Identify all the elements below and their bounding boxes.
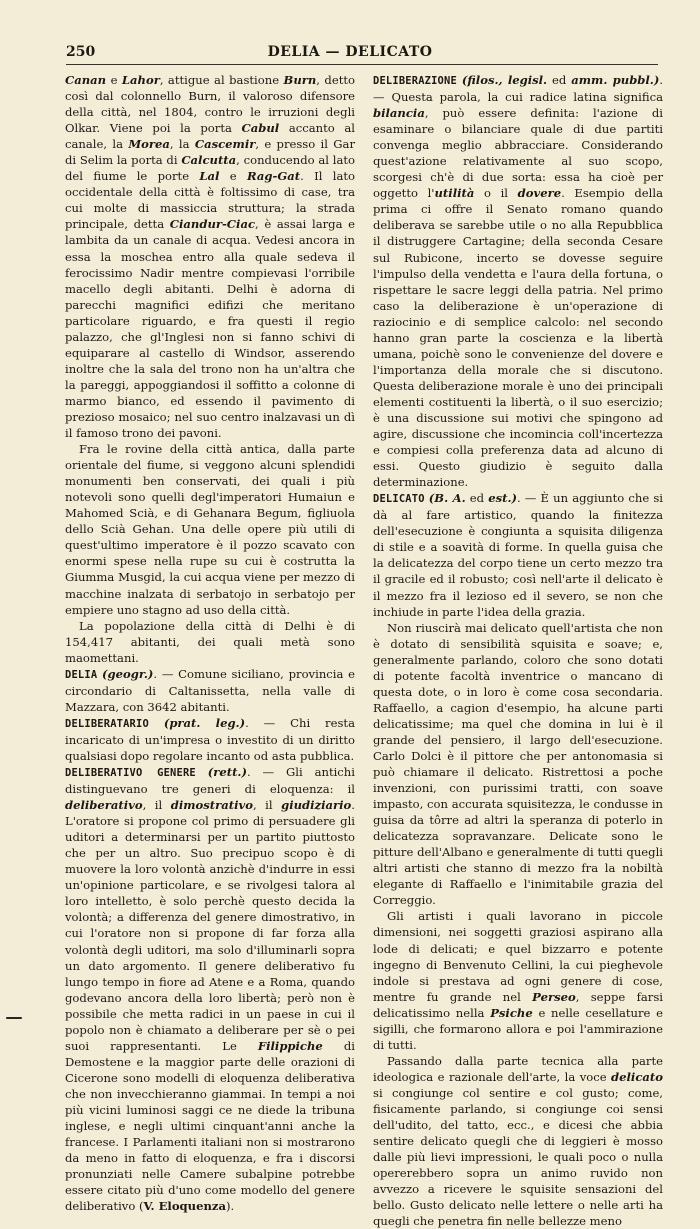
entry-headword: DELICATO [373,493,425,506]
term: Burn [283,73,317,87]
text: , il [142,798,171,813]
text: , è assai larga e lambita da un canale di acqua. Vedesi ancora in essa la moschea entro alla quale sedeva il ferocissimo Nadir mentre compievasi l'orribile macello degli abitanti. Delhi è adorna di parecchi magnifici edifizi che meritano particolare riguardo, e fra questi il regio palazzo, che gl'Inglesi non si fanno schivi di equiparare al castello di Windsor, asserendo inoltre che la sala del trono non ha un'altra che la pareggi, appoggiandosi il soffitto a colonne di marmo bianco, ed essendo il pavimento di prezioso mosaico; nel suo centro inalzavasi un dì il famoso trono dei pavoni. [65,217,356,441]
left-column [65,72,356,1214]
entry-tag: (B. A. [428,491,466,506]
running-title: DELIA — DELICATO [267,44,433,60]
entry-deliberazione [373,72,663,490]
term: Cascemir [194,137,256,152]
text: e nelle cesellature e sigilli, che formarono allora e poi l'ammirazione di tutti. [373,1005,663,1052]
term: Canan [65,73,107,87]
term: Calcutta [181,153,237,168]
entry-body: . — Comune siciliano, provincia e circondario di Caltanissetta, nella valle di Mazzara, con 3642 abitanti. [65,666,355,714]
term: Lal [199,169,220,184]
term: Morea [128,137,170,152]
entry-tag: (geogr.) [102,666,154,681]
entry-tag: amm. pubbl.) [571,73,660,87]
term: Filippiche [257,1038,323,1053]
entry-body: . — Chi resta incaricato di un'impresa o investito di un diritto qualsiasi dopo regolare incanto od asta pubblica. [65,715,355,763]
text: Gli artisti i quali lavorano in piccole dimensioni, nei soggetti graziosi aspirano alla lode di delicati; e quel bizzarro e potente ingegno di Benvenuto Cellini, la cui pieghevole indole si prestava ad ogni genere di cose, mentre fu grande nel [373,909,663,1004]
page-number: 250 [66,44,96,60]
right-column [373,72,664,1229]
text: , seppe farsi delicatissimo nella [373,989,663,1020]
term: Perseo [532,989,576,1004]
entry-delia [65,666,355,715]
entry-deliberativo-genere [65,764,355,1214]
entry-delicato [373,490,663,619]
entry-tag: est.) [488,491,517,506]
entry-body: . — È un aggiunto che si dà al fare artistico, quando la finitezza dell'esecuzione è congiunta a squisita diligenza di stile e a soavità di forme. In quella guisa che la delicatezza del corpo tiene un certo mezzo tra il gracile ed il robusto; così nell'arte il delicato è il mezzo fra il lezioso ed il severo, se non che inchiude in parte l'idea della grazia. [373,491,663,619]
term: utilità [434,186,475,201]
term: delicato [611,1069,663,1084]
text: Passando dalla parte tecnica alla parte ideologica e razionale dell'arte, la voce [373,1053,663,1084]
text: ed [547,73,572,87]
text: . L'oratore si propone col primo di persuadere gli uditori a determinarsi per un partito piuttosto che per un altro. Suo precipuo scopo è di muovere la loro volontà anzichè d'indurre in essi un'opinione particolare, e se rivolgesi talora al loro intelletto, è solo perchè questo decida la volontà; a differenza del genere dimostrativo, in cui l'oratore non si propone di far forza alla volontà degli uditori, ma solo d'illuminarli sopra un dato argomento. Il genere deliberativo fu lungo tempo in fiore ad Atene e a Roma, quando godevano ancora della loro libertà; però non è possibile che metta radici in un paese in cui il popolo non è chiamato a deliberare per sè o pei suoi rappresentanti. Le [65,798,355,1053]
term: bilancia [373,106,425,121]
term: dovere [517,186,562,201]
text: . — Questa parola, la cui radice latina significa [373,73,664,105]
text: . Esempio della prima ci offre il Senato romano quando deliberava se sarebbe utile o no alla Repubblica il distruggere Cartagine; della seconda Cesare sul Rubicone, incerto se dovesse seguire l'impulso della vendetta e l'aura della fortuna, o rispettare le sacre leggi della patria. Nel primo caso la deliberazione è un'operazione di raziocinio e di semplice calcolo: nel secondo hanno gran parte la coscienza e la libertà umana, poichè sono le convenienze del dovere e l'importanza della morale che si discutono. Questa deliberazione morale è uno dei principali elementi costituenti la libertà, o il suo esercizio; è una discussione sui motivi che spingono ad agire, discussione che incomincia coll'incertezza e compiesi colla preferenza data ad alcuno di essi. Questo giudizio è seguito dalla determinazione. [373,186,663,490]
entry-tag: (filos., legisl. [461,73,548,87]
entry-headword: DELIA [65,668,98,681]
text: . Il lato occidentale della città è foltissimo di case, tra cui molte di massiccia struttura; la strada principale, detta [65,169,355,232]
term: Rag-Gat [247,169,301,184]
entry-tag: (rett.) [207,765,247,780]
text: o il [474,186,518,201]
paragraph-delhi-monuments: Fra le rovine della città antica, dalla parte orientale del fiume, si veggono alcuni splendidi monumenti ben conservati, dei quali i più notevoli sono quelli degl'imperatori Humaiun e Mahomed Scià, e di Gehanara Begum, figliuola dello Scià Gehan. Una delle opere più utili di quest'ultimo imperatore è il pozzo scavato con enormi spese nella rupe su cui è costrutta la Giumma Musgid, la cui acqua viene per mezzo di macchine inalzata di serbatojo in serbatojo per empiere uno stagno ad uso della città. [65,442,355,617]
text: ). [226,1199,235,1214]
term: Ciandur-Ciac [169,217,256,232]
entry-tag: (prat. leg.) [163,715,246,730]
text: si congiunge col sentire e col gusto; come, fisicamente parlando, si congiunge coi sensi dell'udito, del tatto, ecc., e dicesi che abbia sentire delicato quegli che di leggieri è mosso dalle più lievi impressioni, le quali poco o nulla opererebbero sopra un animo ruvido non avvezzo a ricevere le squisite sensazioni del bello. Gusto delicato nelle lettere o nelle arti ha quegli che penetra fin nelle bellezze meno [373,1085,663,1229]
entry-headword: DELIBERAZIONE [373,75,457,87]
text: , può essere definita: l'azione di esaminare o bilanciare quale di due partiti convenga meglio abbracciare. Considerando quest'azione relativamente al suo scopo, scorgesi ch'è di due sorta: essa ha cioè per oggetto l' [373,106,663,201]
text: ed [465,491,489,506]
text: , la [169,137,195,152]
text: accanto al canale, la [65,121,355,152]
text: , detto così dal colonnello Burn, il valoroso difensore della città, nel 1804, contro le irruzioni degli Olkar. Viene poi la porta [65,73,356,136]
text: , e presso il Gar di Selim la porta di [65,137,355,168]
header-rule [66,64,658,65]
term: Psiche [490,1005,533,1020]
term: deliberativo [65,798,143,813]
entry-deliberatario [65,715,355,764]
margin-mark [6,1017,22,1019]
text: , conducendo al lato del fiume le porte [65,153,356,184]
entry-headword: DELIBERATARIO [65,717,149,730]
text: e [106,73,122,87]
term: giudiziario [281,798,352,813]
text: . — Gli antichi distinguevano tre generi di eloquenza: il [65,765,355,797]
term: dimostrativo [170,798,253,813]
text: , attigue al bastione [159,73,284,87]
cross-reference: V. Eloquenza [143,1199,226,1214]
paragraph-delhi-population: La popolazione della città di Delhi è di 154,417 abitanti, dei quali metà sono maomettani. [65,618,355,665]
paragraph-delicato-taste [373,1053,663,1229]
text: e [219,169,247,184]
text: , il [252,798,282,813]
paragraph-delicato-small-works [373,908,663,1052]
entry-headword: DELIBERATIVO GENERE [65,767,196,780]
paragraph-delhi-gates [65,72,355,441]
term: Cabul [241,121,280,136]
text: di Demostene e la maggior parte delle orazioni di Cicerone sono modelli di eloquenza deliberativa che non invecchieranno giammai. In tempi a noi più vicini luminosi saggi ce ne diede la tribuna inglese, e negli ultimi cinquant'anni anche la francese. I Parlamenti italiani non si mostrarono da meno in fatto di eloquenza, e fra i discorsi pronunziati nelle Camere subalpine potrebbe essere citato più d'uno come modello del genere deliberativo ( [65,1038,355,1214]
paragraph-delicato-artists: Non riuscirà mai delicato quell'artista che non è dotato di sensibilità squisita e soave; e, generalmente parlando, coloro che sono dotati di potente facoltà inventrice o mancano di questa dote, o in loro è come cosa secondaria. Raffaello, a cagion d'esempio, ha alcune parti delicatissime; ma quel che domina in lui è il grande del pensiero, il largo dell'esecuzione. Carlo Dolci è il pittore che per antonomasia si può chiamare il delicato. Ristrettosi a poche invenzioni, con purissimi tratti, con soave impasto, con accurata squisitezza, le condusse in guisa da tôrre ad altri la speranza di poterlo in delicatezza sopravanzare. Delicate sono le pitture dell'Albano e generalmente di tutti quegli altri artisti che stanno di mezzo fra la nobiltà elegante di Raffaello e l'inimitabile grazia del Correggio. [373,620,663,908]
term: Lahor [121,73,160,87]
